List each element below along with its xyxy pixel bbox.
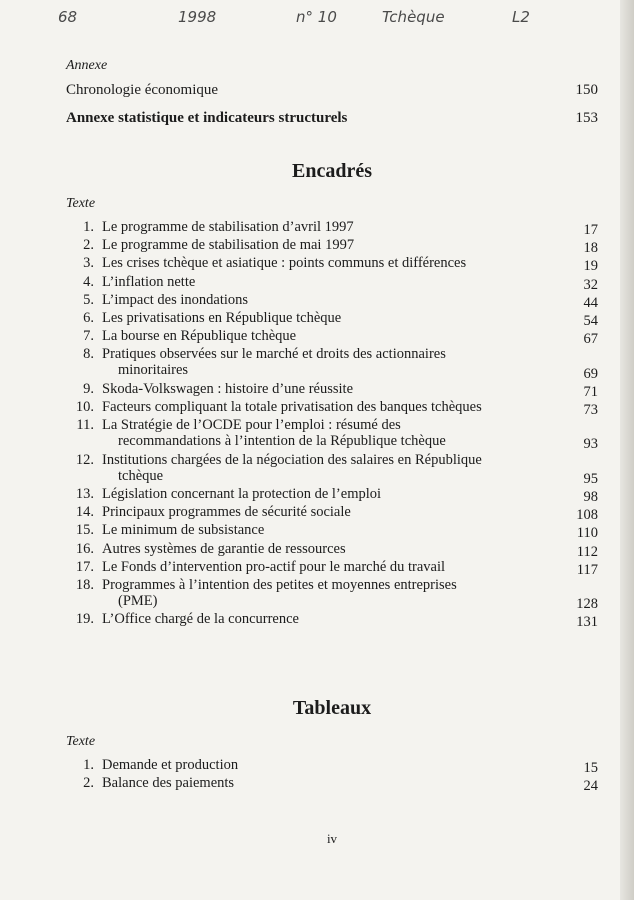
handwritten-note-3: n° 10: [296, 8, 337, 26]
annexe-item-title: Chronologie économique: [66, 82, 219, 98]
toc-entry-number: 9.: [83, 380, 94, 397]
toc-entry-number: 11.: [76, 417, 94, 434]
annexe-label: Annexe: [66, 58, 108, 73]
page-edge-shadow: [620, 0, 634, 900]
annexe-item-page: 150: [575, 82, 598, 98]
toc-entry-page: 95: [583, 470, 598, 487]
toc-entry-number: 5.: [83, 291, 94, 308]
toc-entry-page: 93: [583, 436, 598, 453]
toc-entry-title-line: Institutions chargées de la négociation des salaires en République: [102, 451, 482, 468]
toc-entry-title: [102, 274, 552, 290]
toc-entry-title: [102, 381, 552, 397]
toc-entry-number: 10.: [75, 399, 94, 415]
toc-entry-page: 108: [576, 507, 598, 524]
toc-entry-number: 1.: [83, 757, 94, 773]
toc-entry-title-line: Le programme de stabilisation de mai 1997: [102, 237, 355, 254]
toc-entry-number: 2.: [83, 775, 94, 792]
handwritten-note-1: 68: [58, 8, 78, 26]
toc-entry-page: 112: [576, 543, 598, 560]
toc-entry-title: [102, 219, 552, 235]
toc-entry-title: [102, 541, 552, 557]
toc-entry-title-line: La Stratégie de l’OCDE pour l’emploi : résumé des: [102, 417, 401, 434]
toc-entry-page: 18: [583, 240, 598, 257]
toc-entry-title-line: Autres systèmes de garantie de ressources: [102, 540, 346, 557]
toc-entry-title-line: Le Fonds d’intervention pro-actif pour le marché du travail: [102, 558, 446, 575]
toc-entry-number: 4.: [83, 273, 94, 290]
toc-entry-title: [102, 757, 552, 773]
toc-entry-page: 117: [576, 561, 598, 578]
tableaux-heading: Tableaux: [292, 697, 372, 719]
toc-entry-page: 15: [583, 760, 598, 776]
toc-entry-title: [102, 486, 552, 502]
toc-entry-number: 13.: [75, 486, 94, 502]
toc-entry-title: [102, 452, 552, 484]
toc-entry-page: 67: [583, 331, 598, 348]
toc-entry-number: 16.: [75, 540, 94, 557]
toc-entry-title-line: Législation concernant la protection de l’emploi: [102, 486, 382, 502]
toc-entry-title: [102, 237, 552, 253]
toc-entry-page: 32: [583, 276, 598, 293]
toc-entry-title: [102, 775, 552, 791]
handwritten-note-4: Tchèque: [382, 8, 445, 26]
toc-entry-title-line: L’inflation nette: [102, 273, 196, 290]
handwritten-note-2: 1998: [178, 8, 217, 26]
toc-entry-page: 24: [583, 778, 598, 795]
toc-entry-page: 54: [583, 313, 598, 329]
toc-entry-title: [102, 292, 552, 308]
toc-entry-number: 14.: [75, 504, 94, 521]
toc-entry-title-line: Demande et production: [102, 757, 239, 773]
toc-entry-number: 12.: [75, 451, 94, 468]
toc-entry-number: 19.: [75, 611, 94, 628]
toc-entry-title: [102, 504, 552, 520]
toc-entry-page: 44: [583, 294, 598, 311]
toc-entry-title-line: Balance des paiements: [102, 775, 235, 792]
toc-entry-title-line: Les crises tchèque et asiatique : points communs et différences: [102, 255, 467, 272]
page-number-footer: iv: [326, 831, 338, 846]
encadres-heading: Encadrés: [292, 160, 372, 182]
toc-entry-page: 71: [583, 383, 598, 400]
toc-entry-title-continuation: (PME): [118, 593, 158, 609]
toc-entry-page: 98: [583, 489, 598, 505]
toc-entry-title-continuation: tchèque: [118, 467, 164, 484]
toc-entry-title: [102, 559, 552, 575]
toc-entry-title-line: Le minimum de subsistance: [102, 522, 265, 539]
toc-entry-title-line: La bourse en République tchèque: [102, 328, 297, 345]
toc-entry-title-line: Programmes à l’intention des petites et moyennes entreprises: [102, 577, 457, 593]
toc-entry-title: [102, 255, 552, 271]
toc-entry-number: 1.: [83, 219, 94, 235]
toc-entry-title: [102, 399, 552, 415]
toc-entry-number: 15.: [75, 522, 94, 539]
toc-entry-number: 8.: [83, 346, 94, 363]
tableaux-section-label: Texte: [66, 734, 96, 749]
encadres-section-label: Texte: [66, 196, 96, 211]
toc-entry-page: 73: [583, 402, 598, 418]
toc-entry-number: 17.: [75, 558, 94, 575]
toc-entry-title-line: Pratiques observées sur le marché et droits des actionnaires: [102, 346, 446, 363]
toc-entry-title-line: Principaux programmes de sécurité sociale: [102, 504, 351, 521]
toc-entry-number: 18.: [75, 577, 94, 593]
toc-entry-page: 19: [583, 258, 598, 275]
toc-entry-number: 7.: [83, 328, 94, 345]
toc-entry-page: 69: [583, 365, 598, 382]
toc-entry-title: [102, 417, 552, 449]
toc-entry-page: 110: [576, 525, 598, 542]
toc-entry-number: 3.: [83, 255, 94, 272]
toc-entry-title-line: L’Office chargé de la concurrence: [102, 611, 299, 628]
toc-entry-title-line: Skoda-Volkswagen : histoire d’une réussite: [102, 380, 354, 397]
toc-entry-page: 17: [583, 222, 598, 238]
toc-entry-title: [102, 577, 552, 609]
toc-entry-title-line: Facteurs compliquant la totale privatisation des banques tchèques: [102, 399, 482, 415]
toc-entry-title-continuation: recommandations à l’intention de la République tchèque: [118, 433, 446, 450]
toc-entry-number: 6.: [83, 310, 94, 326]
handwritten-note-5: L2: [512, 8, 530, 26]
toc-entry-title-line: L’impact des inondations: [102, 291, 249, 308]
toc-entry-page: 128: [576, 596, 598, 613]
toc-entry-title-continuation: minoritaires: [118, 362, 189, 379]
toc-entry-title: [102, 346, 552, 378]
annexe-item-page: 153: [575, 110, 598, 126]
toc-entry-title-line: Les privatisations en République tchèque: [102, 310, 342, 326]
toc-entry-title: [102, 611, 552, 627]
annexe-item-title: Annexe statistique et indicateurs structurels: [66, 110, 348, 126]
toc-entry-page: 131: [576, 614, 598, 631]
toc-entry-title-line: Le programme de stabilisation d’avril 1997: [102, 219, 354, 235]
toc-entry-title: [102, 522, 552, 538]
toc-entry-title: [102, 328, 552, 344]
toc-entry-number: 2.: [83, 237, 94, 254]
toc-entry-title: [102, 310, 552, 326]
